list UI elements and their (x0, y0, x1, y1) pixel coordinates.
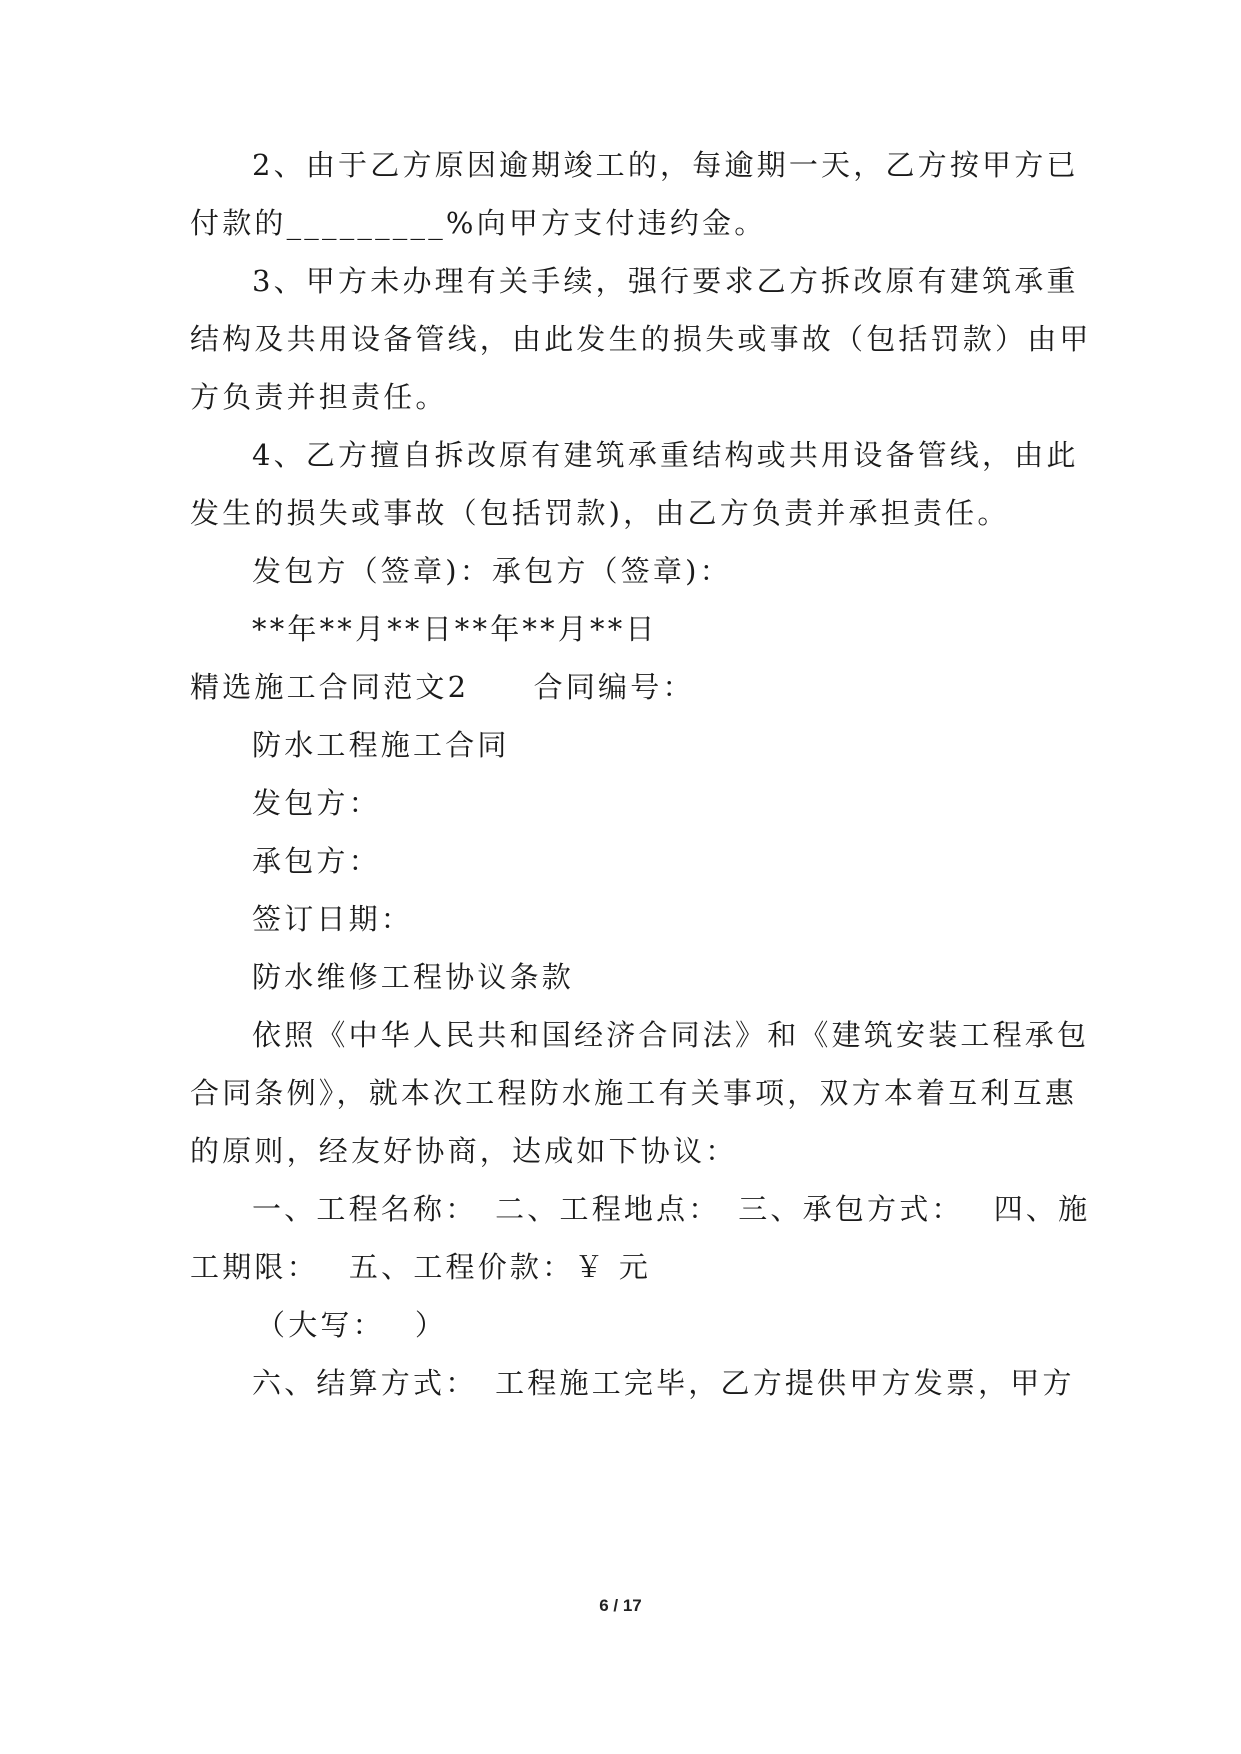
party-a-label: 发包方： (252, 786, 381, 820)
section-heading: 精选施工合同范文2 合同编号： (190, 670, 695, 704)
signing-date-label: 签订日期： (252, 902, 414, 936)
page-number: 6 / 17 (599, 1596, 642, 1615)
paragraph-line: 合同条例》，就本次工程防水施工有关事项，双方本着互利互惠 (190, 1076, 1078, 1110)
paragraph-line: （大写： ） (256, 1308, 448, 1342)
contract-title: 防水工程施工合同 (252, 728, 510, 762)
paragraph-line: 4、乙方擅自拆改原有建筑承重结构或共用设备管线，由此 (252, 438, 1079, 472)
terms-heading: 防水维修工程协议条款 (252, 960, 575, 994)
date-line: **年**月**日**年**月**日 (252, 612, 658, 646)
paragraph-line: 结构及共用设备管线，由此发生的损失或事故（包括罚款）由甲 (190, 322, 1092, 356)
party-b-label: 承包方： (252, 844, 381, 878)
paragraph-line: 3、甲方未办理有关手续，强行要求乙方拆改原有建筑承重 (252, 264, 1079, 298)
paragraph-line: 工期限： 五、工程价款：￥ 元 (190, 1250, 652, 1284)
paragraph-line: 六、结算方式： 工程施工完毕，乙方提供甲方发票，甲方 (252, 1366, 1075, 1400)
paragraph-line: 付款的_________%向甲方支付违约金。 (190, 206, 767, 240)
paragraph-line: 方负责并担责任。 (190, 380, 448, 414)
paragraph-line: 依照《中华人民共和国经济合同法》和《建筑安装工程承包 (252, 1018, 1090, 1052)
paragraph-line: 的原则，经友好协商，达成如下协议： (190, 1134, 738, 1168)
signature-line: 发包方（签章)：承包方（签章)： (252, 554, 732, 588)
paragraph-line: 2、由于乙方原因逾期竣工的，每逾期一天，乙方按甲方已 (252, 148, 1079, 182)
paragraph-line: 一、工程名称： 二、工程地点： 三、承包方式： 四、施 (252, 1192, 1091, 1226)
paragraph-line: 发生的损失或事故（包括罚款)，由乙方负责并承担责任。 (190, 496, 1010, 530)
